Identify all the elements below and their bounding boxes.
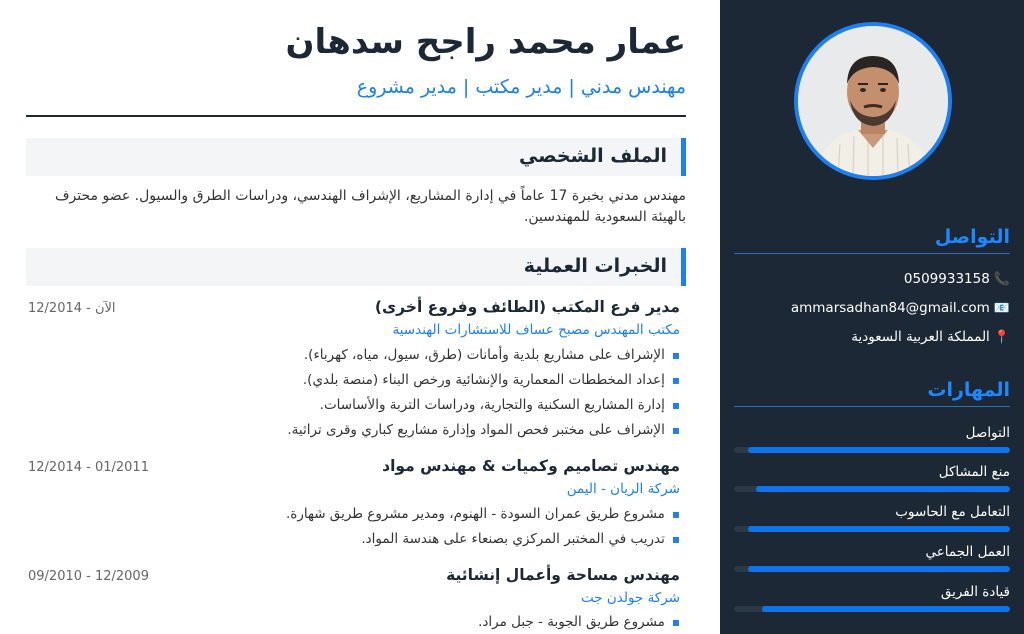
job-company: شركة جولدن جت: [580, 590, 680, 606]
contact-location: [851, 329, 1010, 345]
skill-label: قيادة الفريق: [940, 584, 1010, 600]
skill-bar-fill: [748, 526, 1010, 532]
profile-section-heading: [26, 138, 686, 176]
job-company: مكتب المهندس مصبح عساف للاستشارات الهندسية: [392, 322, 680, 338]
skill-item: [734, 584, 1010, 612]
skill-label: منع المشاكل: [938, 464, 1010, 480]
email-text: ammarsadhan84@gmail.com: [790, 300, 990, 316]
skill-bar-fill: [762, 606, 1010, 612]
skills-heading: المهارات: [734, 379, 1010, 407]
profile-heading-text: الملف الشخصي: [518, 145, 667, 167]
resume-sidebar: [720, 0, 1024, 634]
contact-email[interactable]: [791, 300, 1010, 316]
profile-photo: [794, 22, 952, 180]
job-bullet: ▪ إعداد المخططات المعمارية والإنشائية ورخص البناء (منصة بلدي).: [303, 372, 680, 388]
job-bullet: ▪ مشروع طريق عمران السودة - الهنوم، ومدير مشروع طريق شهارة.: [286, 506, 680, 522]
profile-text: مهندس مدني بخبرة 17 عاماً في إدارة المشاريع، الإشراف الهندسي، ودراسات الطرق والسيول. عضو محترف بالهيئة السعودية للمهندسين.: [55, 188, 686, 225]
job-company: شركة الريان - اليمن: [566, 481, 680, 497]
job-bullet: ▪ تدريب في المختبر المركزي بصنعاء على هندسة المواد.: [361, 531, 680, 547]
skill-bar-fill: [748, 566, 1010, 572]
skill-item: [734, 464, 1010, 492]
location-pin-icon: 📍: [993, 330, 1010, 345]
skill-bar-fill: [756, 486, 1010, 492]
experience-heading-text: الخبرات العملية: [523, 255, 667, 277]
skill-label: التعامل مع الحاسوب: [895, 504, 1010, 520]
job-title: مهندس مساحة وأعمال إنشائية: [446, 566, 680, 584]
job-title: مهندس تصاميم وكميات & مهندس مواد: [382, 457, 680, 475]
email-icon: 📧: [993, 301, 1010, 316]
skill-item: [734, 425, 1010, 453]
job-bullet: ▪ الإشراف على مشاريع بلدية وأمانات (طرق، سيول، مياه، كهرباء).: [304, 347, 680, 363]
phone-text: 0509933158: [903, 271, 990, 287]
job-bullet: ▪ مشروع طريق الجوبة - جبل مراد.: [478, 614, 680, 630]
skill-bar: [734, 447, 1010, 453]
experience-section-heading: [26, 248, 686, 286]
skill-bar: [734, 606, 1010, 612]
phone-icon: 📞: [993, 272, 1010, 287]
skill-bar: [734, 566, 1010, 572]
person-name: عمار محمد راجح سدهان: [285, 22, 686, 62]
skill-label: التواصل: [965, 425, 1010, 441]
job-bullet: ▪ الإشراف على مختبر فحص المواد وإدارة مشاريع كباري وقرى تراثية.: [287, 422, 680, 438]
job-bullet: ▪ إدارة المشاريع السكنية والتجارية، ودراسات التربة والأساسات.: [320, 397, 680, 413]
contact-heading: التواصل: [734, 226, 1010, 254]
skill-bar: [734, 486, 1010, 492]
skill-bar-fill: [748, 447, 1010, 453]
job-date: 12/2014 - الآن: [28, 301, 116, 316]
job-date: 12/2014 - 01/2011: [28, 460, 149, 475]
contact-phone[interactable]: [904, 271, 1010, 287]
skill-bar: [734, 526, 1010, 532]
header-divider: [26, 115, 686, 117]
skill-item: [734, 544, 1010, 572]
job-title: مدير فرع المكتب (الطائف وفروع أخرى): [374, 298, 680, 316]
skill-item: [734, 504, 1010, 532]
location-text: المملكة العربية السعودية: [851, 329, 990, 345]
skill-label: العمل الجماعي: [925, 544, 1010, 560]
job-date: 09/2010 - 12/2009: [28, 569, 149, 584]
person-title: مهندس مدني | مدير مكتب | مدير مشروع: [356, 76, 686, 98]
